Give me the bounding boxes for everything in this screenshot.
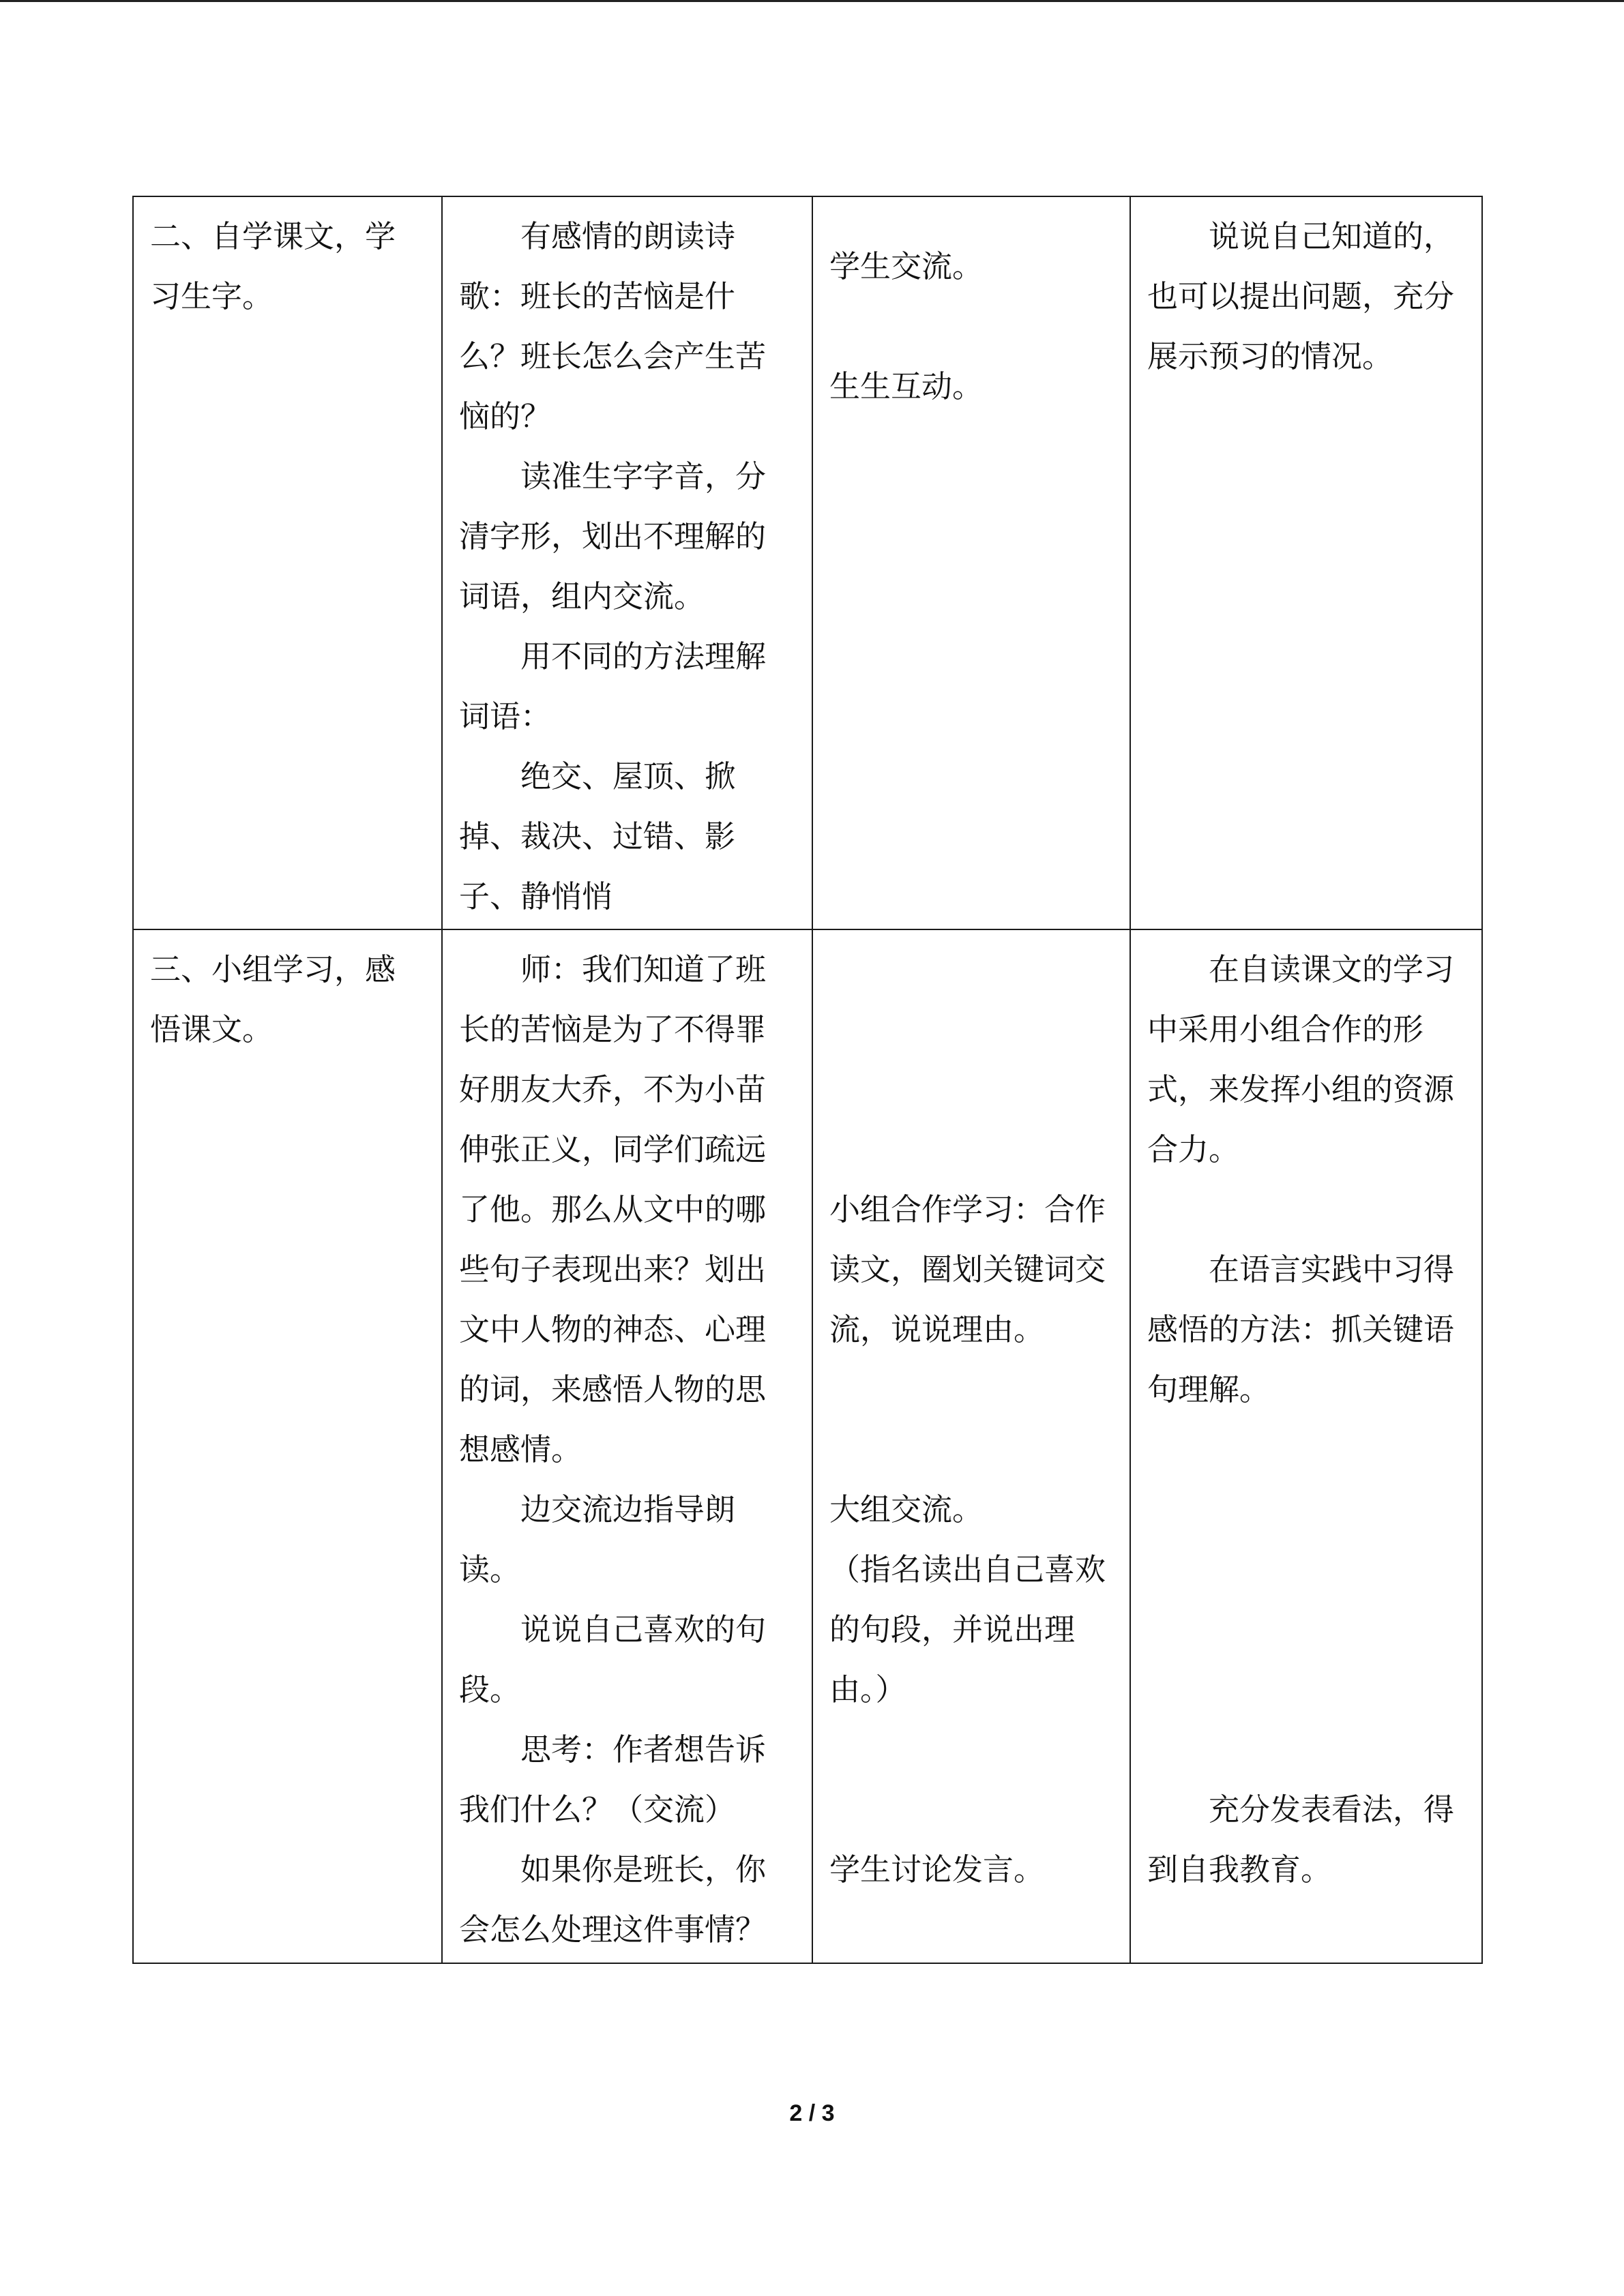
student-text: 生生互动。 (829, 368, 984, 404)
student-text: 大组交流。 (829, 1491, 984, 1527)
activity-paragraph: 说说自己喜欢的句段。 (459, 1611, 767, 1708)
stage-text: 三、小组学习，感悟课文。 (150, 951, 396, 1047)
table-row (133, 196, 1482, 929)
stage-cell (133, 929, 442, 1963)
intent-paragraph: 充分发表看法，得到自我教育。 (1147, 1791, 1455, 1888)
activity-paragraph: 边交流边指导朗读。 (459, 1491, 736, 1587)
student-text: （指名读出自己喜欢的句段，并说出理由。） (829, 1551, 1106, 1708)
activity-cell (442, 929, 812, 1963)
activity-paragraph: 思考：作者想告诉我们什么？（交流） (459, 1731, 767, 1828)
intent-paragraph: 在自读课文的学习中采用小组合作的形式，来发挥小组的资源合力。 (1147, 951, 1455, 1167)
activity-paragraph: 有感情的朗读诗歌：班长的苦恼是什么？班长怎么会产生苦恼的？ (459, 218, 767, 434)
intent-cell (1130, 929, 1482, 1963)
student-text: 小组合作学习：合作读文，圈划关键词交流，说说理由。 (829, 1191, 1106, 1347)
stage-text: 二、自学课文，学习生字。 (150, 218, 396, 314)
page-number: 2 / 3 (789, 2100, 835, 2126)
student-text: 学生交流。 (829, 248, 984, 284)
activity-cell (442, 196, 812, 929)
intent-paragraph: 说说自己知道的，也可以提出问题，充分展示预习的情况。 (1147, 218, 1455, 374)
activity-paragraph: 读准生字字音，分清字形，划出不理解的词语，组内交流。 (459, 458, 767, 614)
intent-cell (1130, 196, 1482, 929)
student-cell (812, 929, 1130, 1963)
table-row (133, 929, 1482, 1963)
activity-paragraph: 如果你是班长，你会怎么处理这件事情？ (459, 1851, 767, 1948)
student-text: 学生讨论发言。 (829, 1851, 1045, 1888)
student-cell (812, 196, 1130, 929)
stage-cell (133, 196, 442, 929)
activity-paragraph: 师：我们知道了班长的苦恼是为了不得罪好朋友大乔，不为小苗伸张正义，同学们疏远了他。那么从文中的哪些句子表现出来？划出文中人物的神态、心理的词，来感悟人物的思想感情。 (459, 951, 767, 1467)
lesson-plan-table (132, 196, 1483, 1964)
activity-paragraph: 绝交、屋顶、掀掉、裁决、过错、影子、静悄悄 (459, 758, 736, 914)
activity-paragraph: 用不同的方法理解词语： (459, 638, 767, 734)
intent-paragraph: 在语言实践中习得感悟的方法：抓关键语句理解。 (1147, 1251, 1455, 1407)
page-top-rule (0, 0, 1624, 2)
